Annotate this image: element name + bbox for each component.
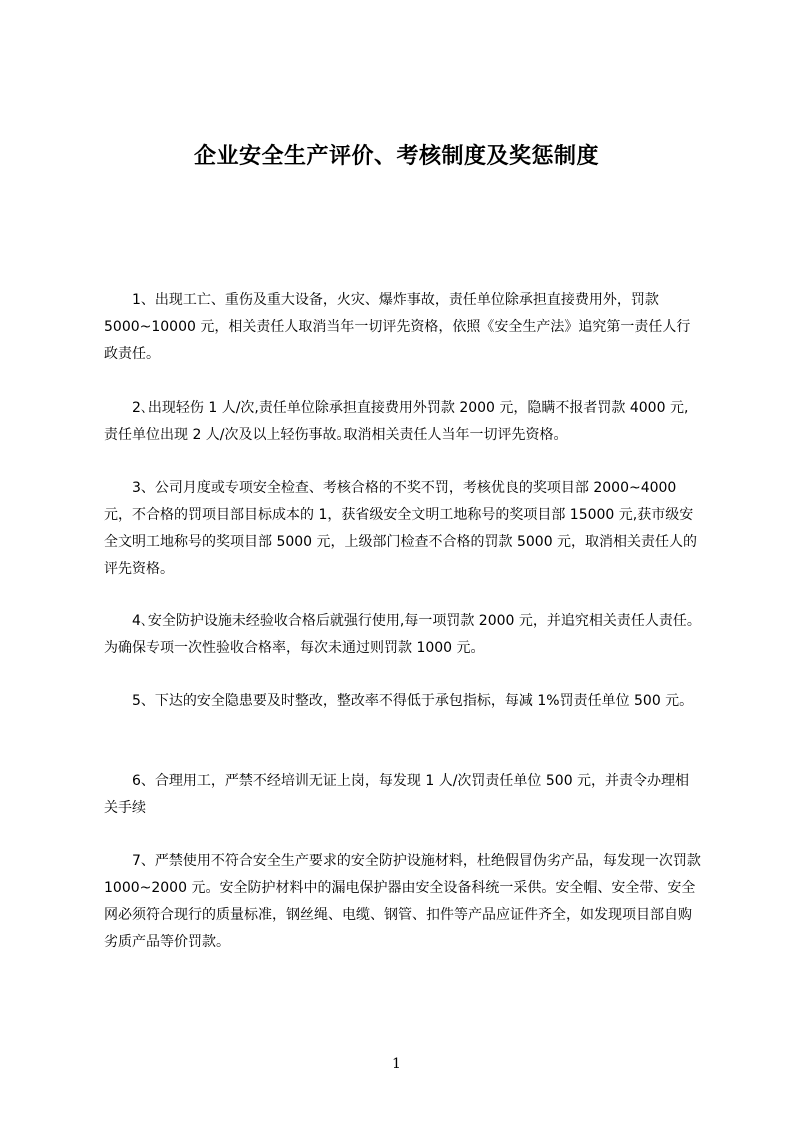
page-number: 1 [392, 1056, 401, 1072]
clause-5: 5、下达的安全隐患要及时整改，整改率不得低于承包指标，每减 1%罚责任单位 500 元。 [132, 693, 694, 709]
clause-3: 3、公司月度或专项安全检查、考核合格的不奖不罚，考核优良的奖项目部 2000~4000 元，不合格的罚项目部目标成本的 1，获省级安全文明工地称号的奖项目部 15000 元,获市级安全文明工地称号的奖项目部 5000 元，上级部门检查不合格的罚款 5000 元，取消相关责任人的评先资格。 [104, 480, 698, 577]
clause-2: 2､出现轻伤 1 人/次,责任单位除承担直接费用外罚款 2000 元，隐瞒不报者罚款 4000 元,责任单位出现 2 人/次及以上轻伤事故｡取消相关责任人当年一切评先资格。 [104, 400, 689, 443]
clause-4: 4､安全防护设施未经验收合格后就强行使用,每一项罚款 2000 元，并追究相关责任人责任。为确保专项一次性验收合格率，每次未通过则罚款 1000 元。 [104, 613, 701, 656]
clause-6: 6、合理用工，严禁不经培训无证上岗，每发现 1 人/次罚责任单位 500 元，并责令办理相关手续 [104, 773, 690, 816]
clause-1: 1、出现工亡、重伤及重大设备，火灾、爆炸事故，责任单位除承担直接费用外，罚款 5000~10000 元，相关责任人取消当年一切评先资格，依照《安全生产法》追究第一责任人行政责任。 [104, 292, 691, 362]
clause-7: 7、严禁使用不符合安全生产要求的安全防护设施材料，杜绝假冒伪劣产品，每发现一次罚款 1000~2000 元。安全防护材料中的漏电保护器由安全设备科统一采供。安全帽、安全带、安全网必须符合现行的质量标准，钢丝绳、电缆、钢管、扣件等产品应证件齐全，如发现项目部自购劣质产品等价罚款。 [104, 853, 701, 950]
page-title: 企业安全生产评价、考核制度及奖惩制度 [193, 144, 599, 169]
